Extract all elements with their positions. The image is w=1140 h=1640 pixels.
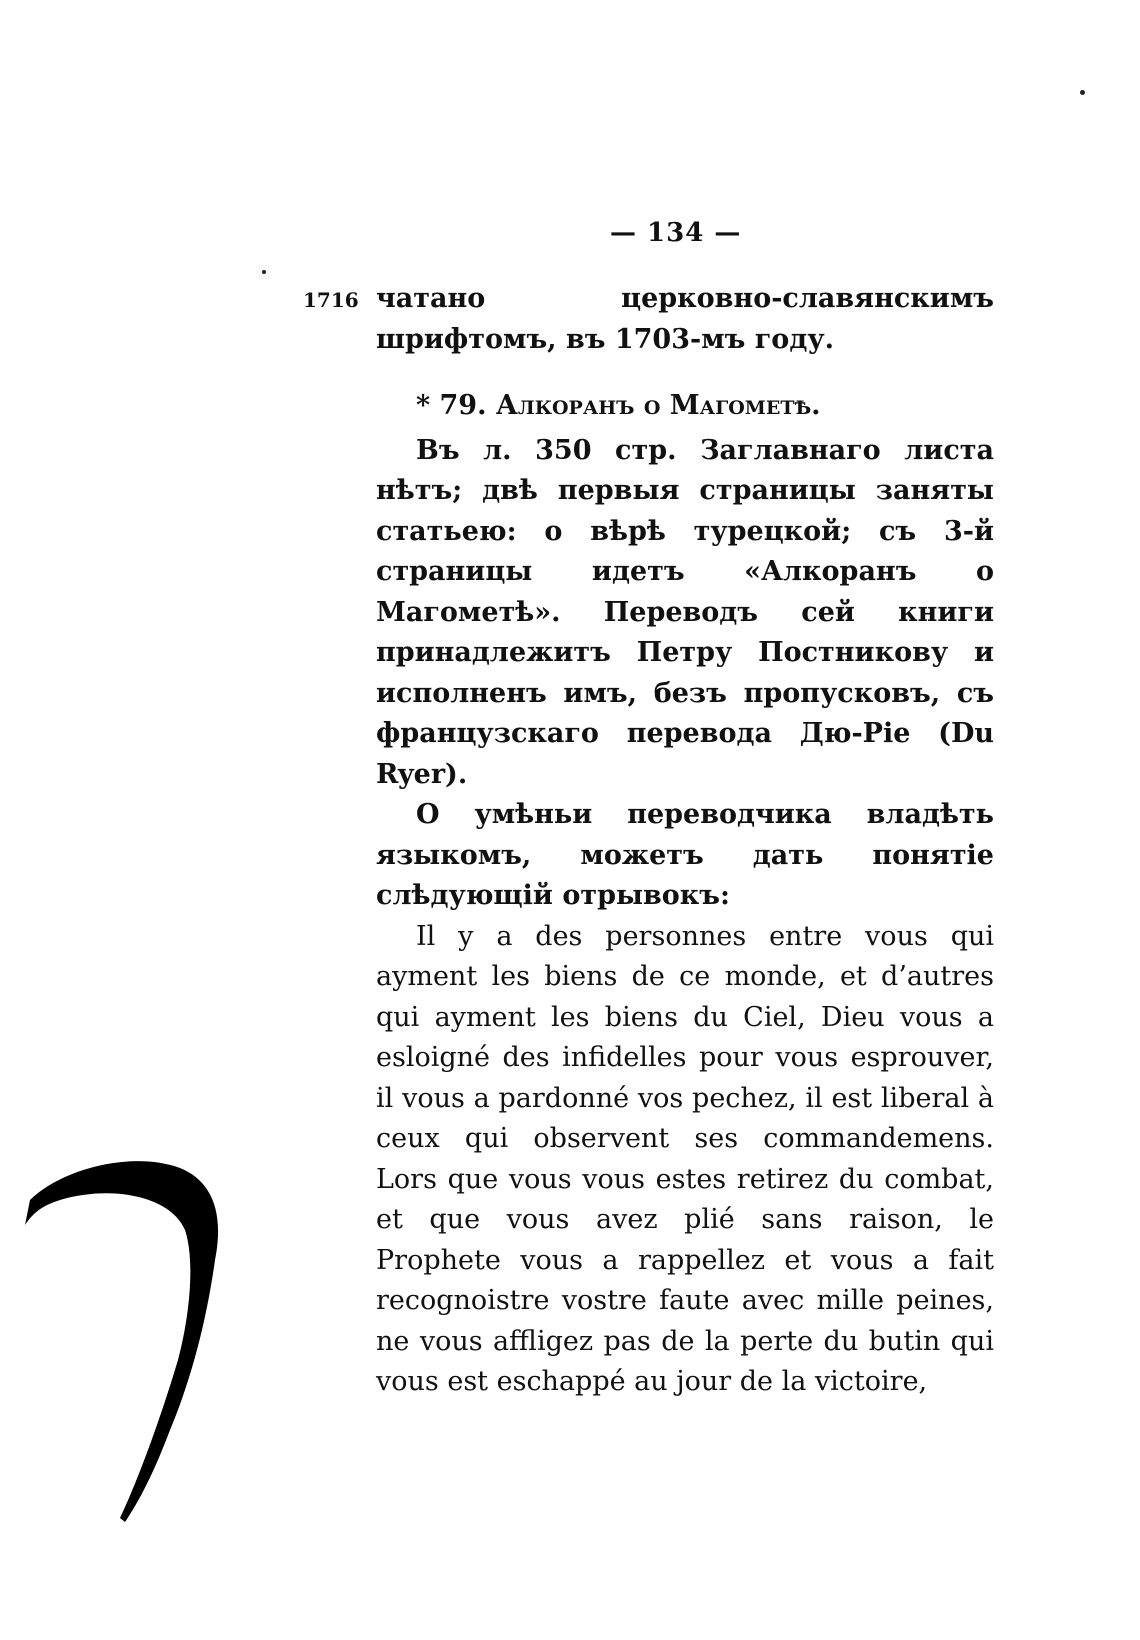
- page-number: — 134 —: [610, 218, 742, 248]
- translator-note-paragraph: О умѣньи переводчика владѣть языкомъ, можетъ дать понятiе слѣдующiй отрывокъ:: [376, 799, 994, 911]
- margin-year: 1716: [303, 288, 359, 312]
- ink-blot-mark: [20, 1150, 220, 1530]
- margin-speck: [1080, 90, 1085, 95]
- entry-title: Алкоранъ о Магометѣ.: [495, 390, 821, 421]
- text-column: [376, 279, 994, 1403]
- entry-number: * 79.: [416, 390, 487, 421]
- french-excerpt-paragraph: Il y a des personnes entre vous qui ayment les biens de ce monde, et d’autres qui ayment les biens du Ciel, Dieu vous a esloigné des infidelles pour vous esprouver, il vous a pardonné vos pechez, il est liberal à ceux qui observent ses commandemens. Lors que vous vous estes retirez du combat, et que vous avez plié sans raison, le Prophete vous a rappellez et vous a fait recognoistre vostre faute avec mille peines, ne vous affligez pas de la perte du butin qui vous est eschappé au jour de la victoire,: [376, 920, 994, 1397]
- continuation-paragraph: чатано церковно-славянскимъ шрифтомъ, въ 1703-мъ году.: [376, 283, 994, 355]
- margin-speck: [262, 270, 266, 274]
- entry-heading: [376, 386, 994, 427]
- description-paragraph: Въ л. 350 стр. Заглавнаго листа нѣтъ; двѣ первыя страницы заняты статьею: о вѣрѣ турецкой; съ 3-й страницы идетъ «Алкоранъ о Магометѣ». Переводъ сей книги принадлежитъ Петру Постникову и исполненъ имъ, безъ пропусковъ, съ французскаго перевода Дю-Рiе (Du Ryer).: [376, 434, 994, 790]
